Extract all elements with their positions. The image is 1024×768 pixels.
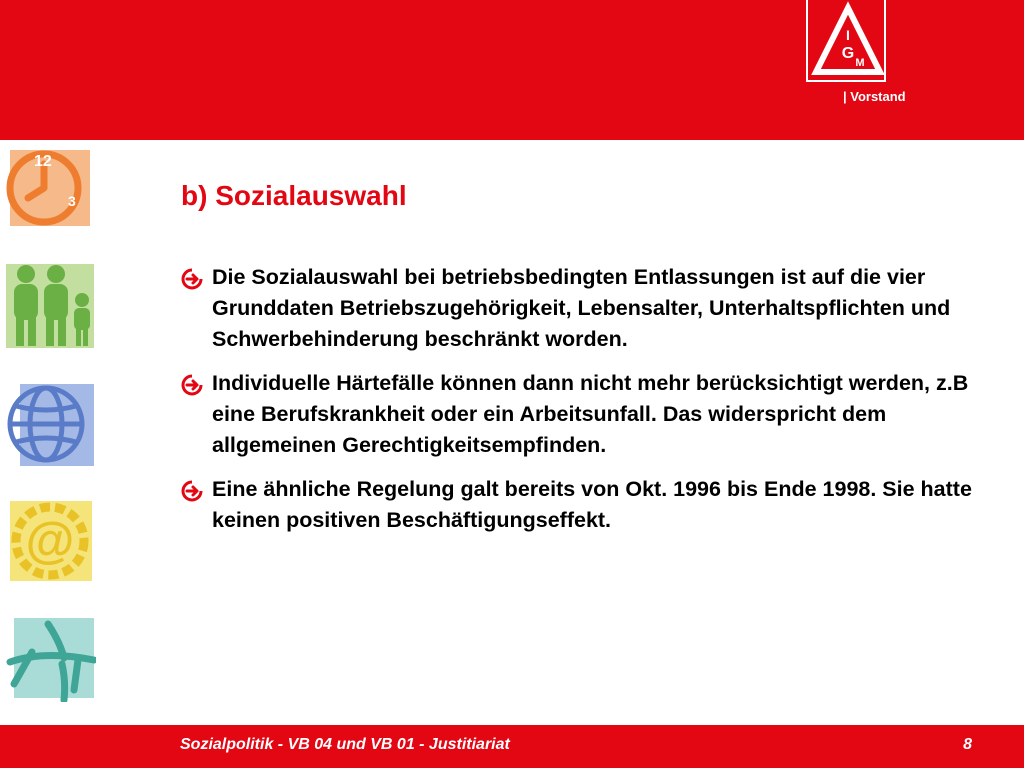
at-sign-icon (4, 495, 96, 585)
org-label: | Vorstand (843, 89, 906, 104)
svg-text:@: @ (25, 512, 75, 568)
bird-plane-icon (4, 612, 96, 702)
slide-title: b) Sozialauswahl (181, 180, 407, 211)
footer-bar (0, 725, 1024, 768)
page-number: 8 (963, 736, 972, 753)
circled-arrow-icon (181, 480, 203, 502)
svg-text:G: G (841, 45, 855, 62)
bullet-item (181, 474, 981, 536)
svg-text:I: I (846, 27, 850, 43)
bullet-item (181, 368, 981, 461)
bullet-list (181, 262, 981, 549)
family-icon (4, 258, 96, 348)
circled-arrow-icon (181, 374, 203, 396)
bullet-text: Die Sozialauswahl bei betriebsbedingten Entlassungen ist auf die vier Grunddaten Betriebszugehörigkeit, Lebensalter, Unterhaltspflichten und Schwerbehinderung beschränkt worden. (212, 265, 951, 351)
circled-arrow-icon (181, 268, 203, 290)
svg-text:12: 12 (34, 153, 52, 170)
svg-text:3: 3 (68, 193, 76, 209)
clock-icon (4, 140, 96, 230)
bullet-item (181, 262, 981, 355)
igm-logo (806, 0, 886, 82)
footer-text: Sozialpolitik - VB 04 und VB 01 - Justitiariat (180, 736, 510, 753)
svg-text:M: M (855, 57, 865, 69)
bullet-text: Individuelle Härtefälle können dann nicht mehr berücksichtigt werden, z.B eine Berufskrankheit oder ein Arbeitsunfall. Das widerspricht dem allgemeinen Gerechtigkeitsempfinden. (212, 371, 969, 457)
bullet-text: Eine ähnliche Regelung galt bereits von Okt. 1996 bis Ende 1998. Sie hatte keinen positiven Beschäftigungseffekt. (212, 477, 972, 532)
globe-icon (4, 380, 96, 470)
igm-logo-icon (808, 0, 888, 82)
